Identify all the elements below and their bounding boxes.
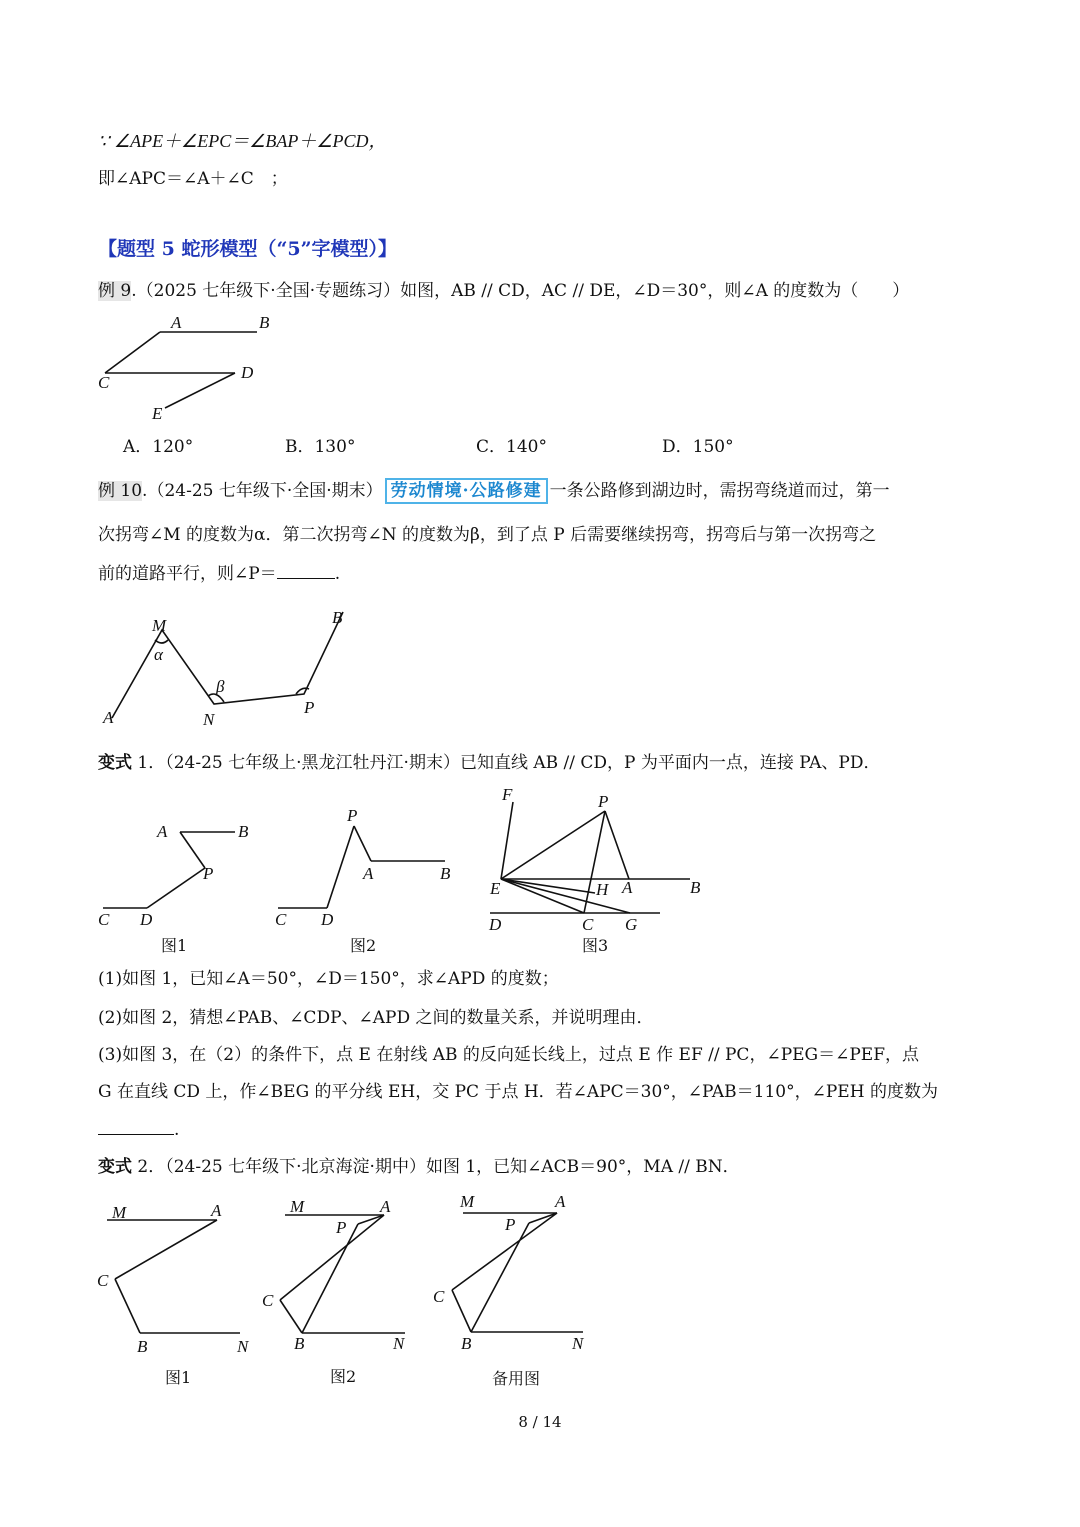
v1f3-label-F: F	[502, 785, 513, 804]
v2f1-label-M: M	[112, 1203, 127, 1222]
example-9-line	[98, 280, 909, 302]
page-number: 8 / 14	[518, 1413, 562, 1431]
variation-1-q2: (2)如图 2，猜想∠PAB、∠CDP、∠APD 之间的数量关系，并说明理由．	[98, 1008, 654, 1028]
example-10-line-3	[98, 562, 340, 585]
variation-1-line	[98, 752, 880, 774]
v2f1-label-A: A	[211, 1201, 222, 1220]
v1f1-caption: 图1	[161, 936, 188, 955]
v2f2-label-M: M	[290, 1197, 305, 1216]
example-10-text-1: 一条公路修到湖边时，需拐弯绕道而过，第一	[549, 481, 890, 501]
v2f3-label-A: A	[555, 1192, 566, 1211]
v1f3-caption: 图3	[582, 936, 609, 955]
ex10-label-N: N	[203, 710, 215, 729]
v1f2-label-C: C	[275, 910, 287, 929]
v2f2-label-C: C	[262, 1291, 274, 1310]
example-10-line-2: 次拐弯∠M 的度数为α．第二次拐弯∠N 的度数为β，到了点 P 后需要继续拐弯，拐弯后与第一次拐弯之	[98, 525, 877, 545]
example-9-figure	[95, 310, 295, 425]
v1f3-label-C: C	[582, 915, 594, 934]
variation-1-q3-line-2: G 在直线 CD 上，作∠BEG 的平分线 EH，交 PC 于点 H．若∠APC＝30°，∠PAB＝110°，∠PEH 的度数为	[98, 1082, 938, 1102]
v2f3-label-M: M	[460, 1192, 475, 1211]
v1f3-label-H: H	[596, 880, 609, 899]
intro-line-2: 即∠APC＝∠A＋∠C ；	[98, 169, 288, 189]
section-title: 【题型 5 蛇形模型（“5”字模型）】	[98, 238, 398, 260]
variation-2-text: 2．（24-25 七年级下·北京海淀·期中）如图 1，已知∠ACB＝90°，MA // BN．	[132, 1157, 740, 1177]
v2f2-caption: 图2	[330, 1367, 357, 1386]
example-10-source: .（24-25 七年级下·全国·期末）	[142, 481, 383, 501]
example-9-label: 例 9	[98, 281, 132, 301]
v1f2-caption: 图2	[350, 936, 377, 955]
ex9-label-B: B	[259, 313, 270, 332]
ex10-label-B: B	[332, 608, 343, 627]
example-9-text: .（2025 七年级下·全国·专题练习）如图，AB // CD，AC // DE，∠D＝30°，则∠A 的度数为（ ）	[131, 281, 910, 301]
q3-period: .	[174, 1120, 180, 1140]
v1f1-label-D: D	[140, 910, 153, 929]
example-10-period: .	[334, 564, 341, 584]
intro-line-1: ∵ ∠APE＋∠EPC＝∠BAP＋∠PCD，	[98, 131, 387, 151]
answer-blank	[277, 562, 335, 579]
ex10-label-P: P	[304, 698, 315, 717]
v1f3-label-D: D	[489, 915, 502, 934]
variation-2-backup-figure	[425, 1188, 605, 1395]
v2f3-label-P: P	[505, 1215, 516, 1234]
v1f2-label-P: P	[347, 806, 358, 825]
scenario-tag: 劳动情境·公路修建	[385, 478, 548, 504]
v2f3-caption: 备用图	[492, 1369, 541, 1388]
example-10-line-1	[98, 478, 890, 504]
variation-1-q3-line-3	[98, 1118, 179, 1141]
v2f3-label-C: C	[433, 1287, 445, 1306]
variation-1-text: 1．（24-25 七年级上·黑龙江牡丹江·期末）已知直线 AB // CD，P 为平面内一点，连接 PA、PD．	[132, 753, 881, 773]
v2f1-label-N: N	[237, 1337, 249, 1356]
variation-2-label: 变式	[98, 1157, 132, 1177]
v1f3-label-B: B	[690, 878, 701, 897]
ex10-label-A: A	[103, 708, 114, 727]
example-10-text-3: 前的道路平行，则∠P＝	[98, 564, 277, 584]
v1f3-label-A: A	[622, 878, 633, 897]
v1f1-label-P: P	[203, 864, 214, 883]
v2f2-label-P: P	[336, 1218, 347, 1237]
example-10-figure	[98, 600, 368, 735]
ex10-label-alpha: α	[154, 645, 163, 664]
v1f3-label-E: E	[490, 879, 501, 898]
v1f3-label-P: P	[598, 792, 609, 811]
v2f2-label-N: N	[393, 1334, 405, 1353]
variation-2-figure-2	[260, 1190, 430, 1395]
v1f1-label-B: B	[238, 822, 249, 841]
v1f1-label-A: A	[157, 822, 168, 841]
variation-2-figure-1	[95, 1195, 265, 1395]
ex9-label-A: A	[171, 313, 182, 332]
v1f2-label-D: D	[321, 910, 334, 929]
v2f1-label-B: B	[137, 1337, 148, 1356]
v1f2-label-A: A	[363, 864, 374, 883]
ex9-choice-a: A．120°	[123, 437, 194, 457]
variation-1-figure-1	[95, 815, 265, 955]
v1f2-label-B: B	[440, 864, 451, 883]
ex10-label-beta: β	[216, 677, 225, 696]
variation-2-line	[98, 1156, 740, 1178]
ex9-choice-c: C．140°	[476, 437, 547, 457]
ex10-label-M: M	[152, 616, 167, 635]
example-10-label: 例 10	[98, 481, 143, 501]
v2f2-label-B: B	[294, 1334, 305, 1353]
v2f1-label-C: C	[97, 1271, 109, 1290]
v2f2-label-A: A	[380, 1197, 391, 1216]
variation-1-q1: (1)如图 1，已知∠A＝50°，∠D＝150°，求∠APD 的度数；	[98, 969, 559, 989]
v2f3-label-B: B	[461, 1334, 472, 1353]
variation-1-figure-3	[480, 780, 720, 955]
ex9-label-D: D	[241, 363, 254, 382]
v2f1-caption: 图1	[165, 1368, 192, 1387]
ex9-label-E: E	[152, 404, 163, 423]
variation-1-q3-line-1: (3)如图 3，在（2）的条件下，点 E 在射线 AB 的反向延长线上，过点 E 作 EF // PC，∠PEG＝∠PEF，点	[98, 1045, 920, 1065]
v1f3-label-G: G	[625, 915, 638, 934]
v1f1-label-C: C	[98, 910, 110, 929]
v2f3-label-N: N	[572, 1334, 584, 1353]
ex9-choice-d: D．150°	[662, 437, 734, 457]
variation-1-label: 变式	[98, 753, 132, 773]
ex9-label-C: C	[98, 373, 110, 392]
variation-1-figure-2	[270, 800, 470, 955]
q3-answer-blank	[98, 1118, 174, 1135]
ex9-choice-b: B．130°	[285, 437, 356, 457]
